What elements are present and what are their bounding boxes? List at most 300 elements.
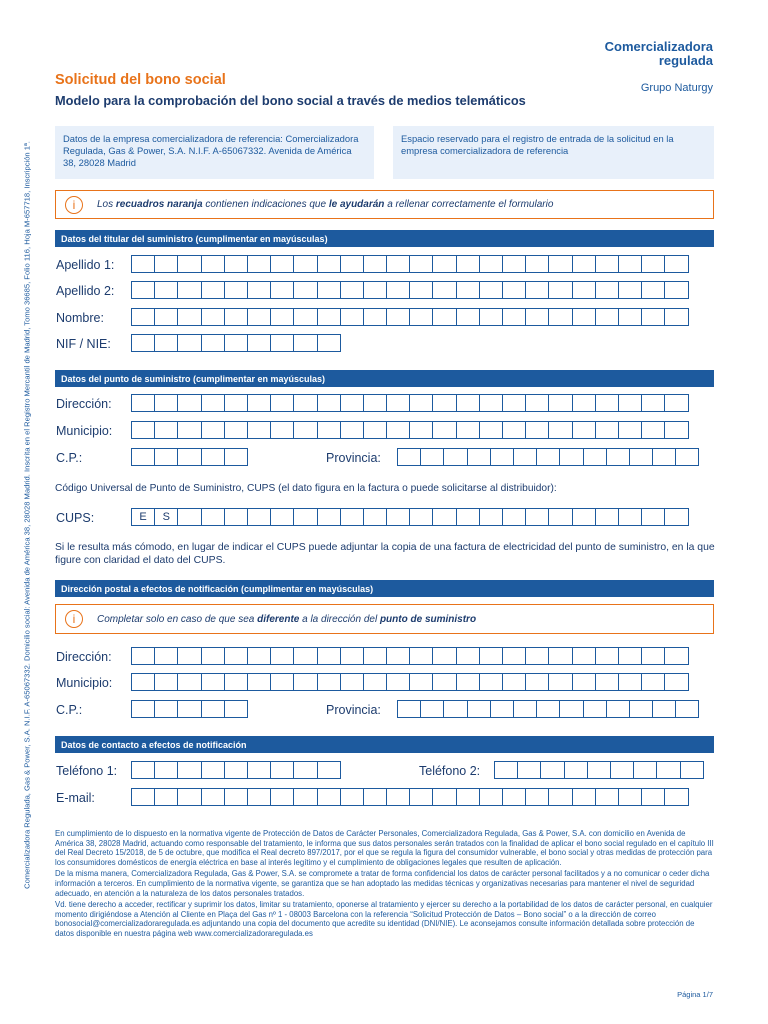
char-box[interactable] — [443, 448, 467, 466]
char-box[interactable] — [363, 647, 387, 665]
char-box[interactable] — [432, 255, 456, 273]
char-box[interactable] — [317, 308, 341, 326]
char-box[interactable] — [675, 700, 699, 718]
char-box[interactable] — [513, 700, 537, 718]
char-box[interactable] — [386, 508, 410, 526]
char-box[interactable] — [572, 394, 596, 412]
char-box[interactable] — [293, 761, 317, 779]
char-box[interactable] — [456, 647, 480, 665]
char-box[interactable] — [548, 255, 572, 273]
char-box[interactable] — [559, 448, 583, 466]
char-box[interactable] — [293, 308, 317, 326]
char-box[interactable] — [270, 308, 294, 326]
char-box[interactable] — [131, 255, 155, 273]
char-box[interactable] — [270, 255, 294, 273]
char-box[interactable] — [224, 334, 248, 352]
municipio-field[interactable] — [131, 421, 688, 439]
char-box[interactable] — [618, 421, 642, 439]
char-box[interactable] — [224, 673, 248, 691]
char-box[interactable] — [664, 788, 688, 806]
char-box[interactable] — [131, 788, 155, 806]
char-box[interactable] — [386, 255, 410, 273]
char-box[interactable] — [154, 281, 178, 299]
char-box[interactable] — [583, 448, 607, 466]
char-box[interactable] — [641, 673, 665, 691]
cups-field[interactable] — [131, 508, 688, 526]
char-box[interactable] — [610, 761, 634, 779]
char-box[interactable] — [224, 281, 248, 299]
char-box[interactable] — [502, 308, 526, 326]
char-box[interactable] — [456, 308, 480, 326]
char-box[interactable] — [247, 673, 271, 691]
notif-direccion-field[interactable] — [131, 647, 688, 665]
char-box[interactable] — [629, 700, 653, 718]
char-box[interactable] — [293, 647, 317, 665]
char-box[interactable] — [409, 788, 433, 806]
char-box[interactable] — [595, 647, 619, 665]
char-box[interactable] — [548, 673, 572, 691]
char-box[interactable] — [432, 788, 456, 806]
char-box[interactable] — [467, 448, 491, 466]
char-box[interactable] — [675, 448, 699, 466]
char-box[interactable] — [525, 308, 549, 326]
char-box[interactable] — [317, 673, 341, 691]
nombre-field[interactable] — [131, 308, 688, 326]
char-box[interactable] — [293, 394, 317, 412]
char-box[interactable] — [606, 448, 630, 466]
char-box[interactable] — [317, 255, 341, 273]
char-box[interactable] — [664, 673, 688, 691]
char-box[interactable] — [652, 448, 676, 466]
char-box[interactable] — [177, 281, 201, 299]
char-box[interactable] — [363, 673, 387, 691]
char-box[interactable] — [595, 308, 619, 326]
char-box[interactable] — [409, 281, 433, 299]
char-box[interactable] — [363, 508, 387, 526]
char-box[interactable] — [177, 421, 201, 439]
char-box[interactable] — [131, 421, 155, 439]
char-box[interactable] — [456, 394, 480, 412]
char-box[interactable] — [595, 788, 619, 806]
char-box[interactable] — [201, 700, 225, 718]
char-box[interactable] — [443, 700, 467, 718]
char-box[interactable] — [154, 308, 178, 326]
char-box[interactable] — [513, 448, 537, 466]
char-box[interactable] — [340, 788, 364, 806]
char-box[interactable] — [548, 281, 572, 299]
char-box[interactable] — [177, 394, 201, 412]
char-box[interactable] — [154, 673, 178, 691]
char-box[interactable] — [201, 421, 225, 439]
char-box[interactable] — [494, 761, 518, 779]
char-box[interactable] — [536, 700, 560, 718]
char-box[interactable] — [618, 673, 642, 691]
char-box[interactable] — [224, 255, 248, 273]
char-box[interactable] — [131, 647, 155, 665]
char-box[interactable] — [247, 421, 271, 439]
char-box[interactable] — [525, 647, 549, 665]
char-box[interactable] — [397, 448, 421, 466]
orange-notice — [55, 190, 714, 219]
char-box[interactable] — [201, 647, 225, 665]
char-box[interactable] — [548, 788, 572, 806]
char-box[interactable] — [680, 761, 704, 779]
char-box[interactable] — [293, 421, 317, 439]
char-box[interactable] — [154, 448, 178, 466]
char-box[interactable] — [432, 281, 456, 299]
char-box[interactable] — [386, 281, 410, 299]
char-box[interactable] — [177, 255, 201, 273]
char-box[interactable] — [525, 394, 549, 412]
char-box[interactable] — [456, 508, 480, 526]
char-box[interactable] — [572, 788, 596, 806]
char-box[interactable] — [386, 673, 410, 691]
email-field[interactable] — [131, 788, 688, 806]
telefono2-field[interactable] — [494, 761, 703, 779]
char-box[interactable] — [340, 308, 364, 326]
char-box[interactable] — [154, 647, 178, 665]
char-box[interactable] — [247, 761, 271, 779]
char-box[interactable] — [177, 448, 201, 466]
char-box[interactable] — [502, 788, 526, 806]
char-box[interactable] — [595, 508, 619, 526]
char-box[interactable] — [664, 255, 688, 273]
char-box[interactable] — [201, 448, 225, 466]
char-box[interactable] — [201, 761, 225, 779]
char-box[interactable] — [572, 508, 596, 526]
char-box[interactable] — [224, 508, 248, 526]
char-box[interactable] — [293, 281, 317, 299]
char-box[interactable] — [548, 421, 572, 439]
char-box[interactable] — [467, 700, 491, 718]
char-box[interactable] — [572, 281, 596, 299]
char-box[interactable] — [456, 421, 480, 439]
char-box[interactable] — [595, 421, 619, 439]
char-box[interactable] — [270, 761, 294, 779]
legal-paragraph-1: En cumplimiento de lo dispuesto en la normativa vigente de Protección de Datos de Carácter Personales, Comercializadora Regulada, Gas & Power, S.A. con domicilio en Avenida de América 38, 28028 Madrid, actuando como responsable del tratamiento, le informa que sus datos personales serán tratados con la finalidad de aplicar el bono social regulado en el capítulo III del Real Decreto 15/2018, de 5 de octubre, que modifica el Real decreto 897/2017, por el que se regula la figura del consumidor vulnerable, el bono social y otras medidas de protección para los consumidores domésticos de energía eléctrica en base al interés legítimo y el cumplimiento de obligaciones legales que resulten de aplicación. — [55, 829, 714, 867]
char-box[interactable] — [270, 673, 294, 691]
char-box[interactable] — [502, 508, 526, 526]
char-box[interactable] — [224, 448, 248, 466]
char-box[interactable] — [154, 255, 178, 273]
char-box[interactable] — [583, 700, 607, 718]
char-box[interactable] — [224, 421, 248, 439]
char-box[interactable] — [548, 394, 572, 412]
char-box[interactable] — [409, 421, 433, 439]
char-box[interactable] — [317, 421, 341, 439]
char-box[interactable] — [363, 421, 387, 439]
char-box[interactable] — [224, 647, 248, 665]
char-box[interactable] — [432, 673, 456, 691]
char-box[interactable] — [618, 394, 642, 412]
notif-cp-field[interactable] — [131, 700, 247, 718]
char-box[interactable] — [177, 308, 201, 326]
char-box[interactable] — [363, 281, 387, 299]
char-box[interactable] — [177, 673, 201, 691]
char-box[interactable] — [456, 788, 480, 806]
char-box[interactable] — [340, 647, 364, 665]
char-box[interactable] — [479, 308, 503, 326]
char-box[interactable] — [618, 508, 642, 526]
char-box[interactable] — [317, 281, 341, 299]
char-box[interactable] — [479, 421, 503, 439]
char-box[interactable] — [618, 255, 642, 273]
char-box[interactable] — [177, 647, 201, 665]
char-box[interactable] — [540, 761, 564, 779]
char-box[interactable] — [317, 508, 341, 526]
char-box[interactable] — [548, 308, 572, 326]
char-box[interactable] — [525, 281, 549, 299]
info-icon: i — [65, 610, 83, 628]
char-box[interactable] — [386, 788, 410, 806]
char-box[interactable] — [201, 308, 225, 326]
char-box[interactable] — [131, 308, 155, 326]
char-box[interactable] — [641, 308, 665, 326]
char-box[interactable] — [559, 700, 583, 718]
char-box[interactable] — [247, 255, 271, 273]
char-box[interactable] — [656, 761, 680, 779]
char-box[interactable] — [664, 647, 688, 665]
char-box[interactable] — [247, 788, 271, 806]
char-box[interactable] — [270, 334, 294, 352]
char-box[interactable] — [572, 673, 596, 691]
char-box[interactable] — [340, 255, 364, 273]
char-box[interactable] — [641, 508, 665, 526]
char-box[interactable] — [618, 281, 642, 299]
char-box[interactable] — [154, 334, 178, 352]
char-box[interactable] — [131, 394, 155, 412]
char-box[interactable] — [154, 394, 178, 412]
char-box[interactable] — [131, 761, 155, 779]
char-box[interactable] — [131, 448, 155, 466]
char-box[interactable] — [525, 673, 549, 691]
char-box[interactable] — [177, 700, 201, 718]
char-box[interactable] — [247, 394, 271, 412]
char-box[interactable]: E — [131, 508, 155, 526]
char-box[interactable] — [606, 700, 630, 718]
char-box[interactable] — [154, 700, 178, 718]
char-box[interactable] — [154, 761, 178, 779]
char-box[interactable] — [664, 394, 688, 412]
char-box[interactable] — [525, 508, 549, 526]
char-box[interactable] — [201, 673, 225, 691]
notif-provincia-field[interactable] — [397, 700, 698, 718]
char-box[interactable] — [293, 673, 317, 691]
char-box[interactable] — [201, 788, 225, 806]
char-box[interactable] — [502, 394, 526, 412]
char-box[interactable] — [131, 673, 155, 691]
char-box[interactable] — [409, 394, 433, 412]
char-box[interactable] — [340, 508, 364, 526]
char-box[interactable] — [317, 647, 341, 665]
char-box[interactable] — [629, 448, 653, 466]
char-box[interactable] — [572, 421, 596, 439]
char-box[interactable] — [340, 281, 364, 299]
char-box[interactable] — [131, 281, 155, 299]
char-box[interactable] — [224, 394, 248, 412]
char-box[interactable] — [270, 281, 294, 299]
char-box[interactable] — [293, 788, 317, 806]
telefono1-field[interactable] — [131, 761, 340, 779]
char-box[interactable] — [247, 308, 271, 326]
char-box[interactable] — [502, 255, 526, 273]
char-box[interactable] — [409, 673, 433, 691]
nif-field[interactable] — [131, 334, 340, 352]
char-box[interactable] — [633, 761, 657, 779]
char-box[interactable] — [397, 700, 421, 718]
char-box[interactable] — [409, 255, 433, 273]
char-box[interactable] — [386, 647, 410, 665]
char-box[interactable] — [317, 761, 341, 779]
char-box[interactable] — [201, 508, 225, 526]
char-box[interactable] — [154, 421, 178, 439]
char-box[interactable] — [456, 673, 480, 691]
char-box[interactable] — [641, 394, 665, 412]
char-box[interactable] — [317, 394, 341, 412]
char-box[interactable] — [618, 647, 642, 665]
char-box[interactable] — [432, 421, 456, 439]
char-box[interactable] — [340, 394, 364, 412]
char-box[interactable] — [340, 421, 364, 439]
char-box[interactable] — [409, 508, 433, 526]
char-box[interactable] — [409, 647, 433, 665]
char-box[interactable] — [201, 394, 225, 412]
char-box[interactable] — [247, 281, 271, 299]
char-box[interactable] — [177, 761, 201, 779]
char-box[interactable] — [595, 394, 619, 412]
char-box[interactable] — [479, 255, 503, 273]
char-box[interactable] — [517, 761, 541, 779]
char-box[interactable] — [363, 255, 387, 273]
char-box[interactable] — [652, 700, 676, 718]
char-box[interactable] — [502, 673, 526, 691]
direccion-field[interactable] — [131, 394, 688, 412]
char-box[interactable] — [247, 647, 271, 665]
char-box[interactable] — [502, 281, 526, 299]
char-box[interactable] — [340, 673, 364, 691]
char-box[interactable] — [490, 700, 514, 718]
char-box[interactable] — [386, 421, 410, 439]
char-box[interactable] — [641, 281, 665, 299]
char-box[interactable] — [502, 647, 526, 665]
char-box[interactable] — [224, 308, 248, 326]
char-box[interactable] — [618, 308, 642, 326]
char-box[interactable] — [479, 788, 503, 806]
notif-provincia-label: Provincia: — [326, 703, 381, 717]
char-box[interactable] — [131, 700, 155, 718]
char-box[interactable] — [201, 281, 225, 299]
char-box[interactable] — [432, 394, 456, 412]
char-box[interactable] — [664, 421, 688, 439]
char-box[interactable] — [363, 394, 387, 412]
char-box[interactable] — [154, 788, 178, 806]
char-box[interactable] — [456, 255, 480, 273]
char-box[interactable] — [247, 508, 271, 526]
char-box[interactable] — [641, 788, 665, 806]
notif-municipio-field[interactable] — [131, 673, 688, 691]
char-box[interactable] — [548, 647, 572, 665]
char-box[interactable] — [270, 508, 294, 526]
provincia-field[interactable] — [397, 448, 698, 466]
char-box[interactable] — [177, 788, 201, 806]
char-box[interactable] — [177, 334, 201, 352]
char-box[interactable] — [177, 508, 201, 526]
char-box[interactable] — [224, 700, 248, 718]
char-box[interactable] — [363, 788, 387, 806]
char-box[interactable] — [270, 394, 294, 412]
char-box[interactable] — [131, 334, 155, 352]
char-box[interactable] — [479, 394, 503, 412]
char-box[interactable] — [525, 421, 549, 439]
apellido2-field[interactable] — [131, 281, 688, 299]
char-box[interactable] — [664, 281, 688, 299]
char-box[interactable] — [293, 334, 317, 352]
char-box[interactable] — [572, 255, 596, 273]
char-box[interactable] — [432, 647, 456, 665]
char-box[interactable] — [293, 255, 317, 273]
char-box[interactable] — [502, 421, 526, 439]
char-box[interactable] — [317, 788, 341, 806]
char-box[interactable] — [664, 308, 688, 326]
char-box[interactable] — [595, 255, 619, 273]
char-box[interactable] — [572, 308, 596, 326]
char-box[interactable] — [363, 308, 387, 326]
char-box[interactable] — [595, 673, 619, 691]
cp-field[interactable] — [131, 448, 247, 466]
char-box[interactable] — [618, 788, 642, 806]
char-box[interactable] — [525, 788, 549, 806]
char-box[interactable] — [432, 508, 456, 526]
apellido1-field[interactable] — [131, 255, 688, 273]
char-box[interactable] — [293, 508, 317, 526]
char-box[interactable] — [409, 308, 433, 326]
char-box[interactable] — [479, 673, 503, 691]
char-box[interactable] — [479, 508, 503, 526]
char-box[interactable] — [201, 334, 225, 352]
cups-label: CUPS: — [56, 511, 95, 525]
char-box[interactable] — [432, 308, 456, 326]
char-box[interactable] — [479, 647, 503, 665]
char-box[interactable] — [572, 647, 596, 665]
char-box[interactable] — [664, 508, 688, 526]
char-box[interactable] — [386, 394, 410, 412]
char-box[interactable] — [641, 647, 665, 665]
char-box[interactable] — [548, 508, 572, 526]
char-box[interactable] — [420, 700, 444, 718]
char-box[interactable] — [536, 448, 560, 466]
char-box[interactable] — [641, 421, 665, 439]
char-box[interactable] — [490, 448, 514, 466]
char-box[interactable] — [386, 308, 410, 326]
char-box[interactable] — [564, 761, 588, 779]
char-box[interactable] — [270, 788, 294, 806]
char-box[interactable] — [270, 647, 294, 665]
char-box[interactable] — [317, 334, 341, 352]
char-box[interactable] — [247, 334, 271, 352]
char-box[interactable] — [270, 421, 294, 439]
char-box[interactable] — [641, 255, 665, 273]
char-box[interactable]: S — [154, 508, 178, 526]
char-box[interactable] — [420, 448, 444, 466]
char-box[interactable] — [587, 761, 611, 779]
char-box[interactable] — [479, 281, 503, 299]
char-box[interactable] — [595, 281, 619, 299]
char-box[interactable] — [525, 255, 549, 273]
char-box[interactable] — [201, 255, 225, 273]
char-box[interactable] — [224, 788, 248, 806]
char-box[interactable] — [224, 761, 248, 779]
char-box[interactable] — [456, 281, 480, 299]
